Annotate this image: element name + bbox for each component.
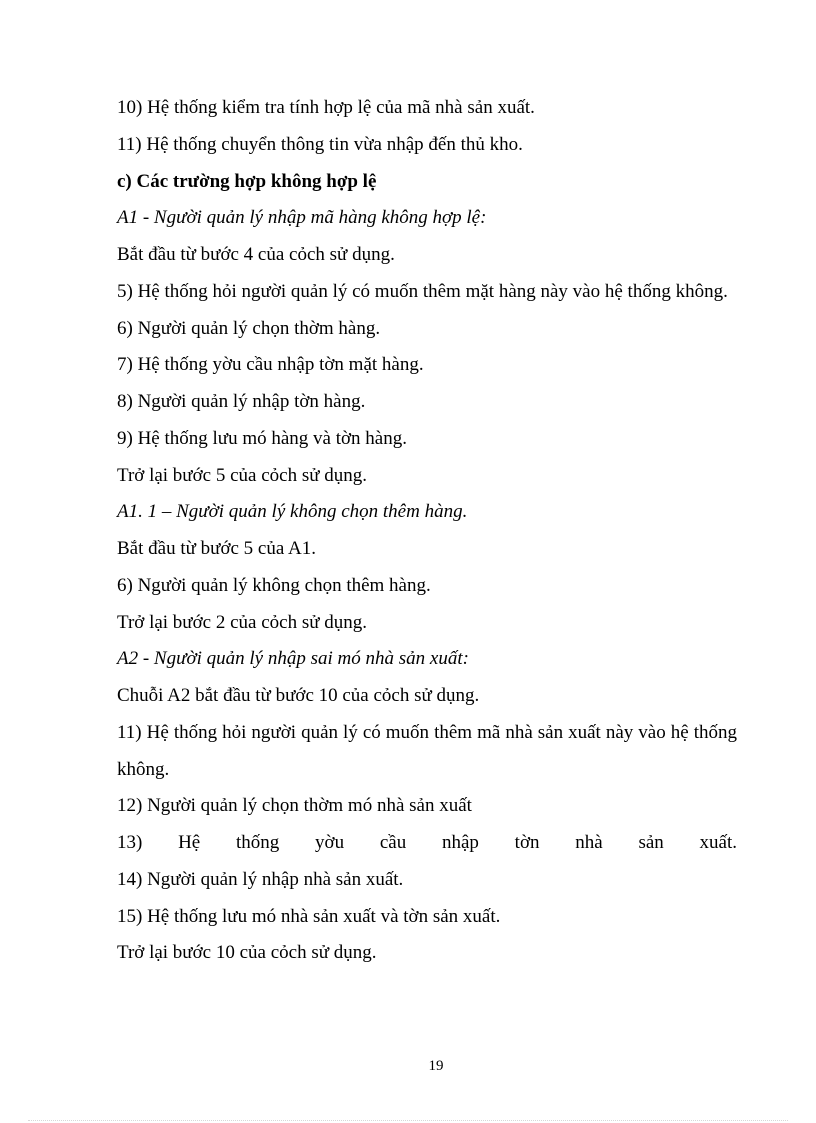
a2-step-14-text: 14) Người quản lý nhập nhà sản xuất. bbox=[117, 868, 404, 890]
a2-step-12-text: 12) Người quản lý chọn thờm mó nhà sản xuất bbox=[117, 795, 472, 817]
a1-1-return-text: Trở lại bước 2 của cỏch sử dụng. bbox=[117, 611, 368, 633]
a1-1-start-text: Bắt đầu từ bước 5 của A1. bbox=[117, 538, 316, 559]
a1-step-8-text: 8) Người quản lý nhập tờn hàng. bbox=[117, 391, 366, 412]
a1-step-7-text: 7) Hệ thống yờu cầu nhập tờn mặt hàng. bbox=[117, 354, 424, 376]
case-a1-1-heading: A1. 1 – Người quản lý không chọn thêm hàng. bbox=[117, 501, 468, 523]
a2-return-text: Trở lại bước 10 của cỏch sử dụng. bbox=[117, 942, 377, 964]
a1-step-5-text: 5) Hệ thống hỏi người quản lý có muốn thêm mặt hàng này vào hệ thống không. bbox=[117, 280, 728, 302]
a1-start-text: Bắt đầu từ bước 4 của cỏch sử dụng. bbox=[117, 244, 395, 265]
page-number: 19 bbox=[428, 1058, 444, 1074]
a1-step-9-text: 9) Hệ thống lưu mó hàng và tờn hàng. bbox=[117, 427, 407, 449]
section-heading: c) Các trường hợp không hợp lệ bbox=[117, 170, 377, 192]
case-a2-heading: A2 - Người quản lý nhập sai mó nhà sản xuất: bbox=[117, 648, 469, 670]
a1-1-step-6-text: 6) Người quản lý không chọn thêm hàng. bbox=[117, 574, 431, 596]
step-11-text: 11) Hệ thống chuyển thông tin vừa nhập đến thủ kho. bbox=[117, 133, 523, 155]
a1-return-text: Trở lại bước 5 của cỏch sử dụng. bbox=[117, 464, 368, 486]
page-content bbox=[117, 90, 737, 972]
case-a1-heading: A1 - Người quản lý nhập mã hàng không hợp lệ: bbox=[117, 207, 487, 229]
step-10-text: 10) Hệ thống kiểm tra tính hợp lệ của mã nhà sản xuất. bbox=[117, 97, 535, 118]
a2-step-15-text: 15) Hệ thống lưu mó nhà sản xuất và tờn sản xuất. bbox=[117, 905, 501, 927]
a2-step-13-text: 13) Hệ thống yờu cầu nhập tờn nhà sản xuất. bbox=[117, 832, 737, 853]
a2-step-11-text: 11) Hệ thống hỏi người quản lý có muốn thêm mã nhà sản xuất này vào hệ thống không. bbox=[117, 721, 737, 780]
page-bottom-divider bbox=[28, 1120, 788, 1121]
a1-step-6-text: 6) Người quản lý chọn thờm hàng. bbox=[117, 317, 381, 339]
a2-start-text: Chuỗi A2 bắt đầu từ bước 10 của cỏch sử dụng. bbox=[117, 685, 480, 706]
